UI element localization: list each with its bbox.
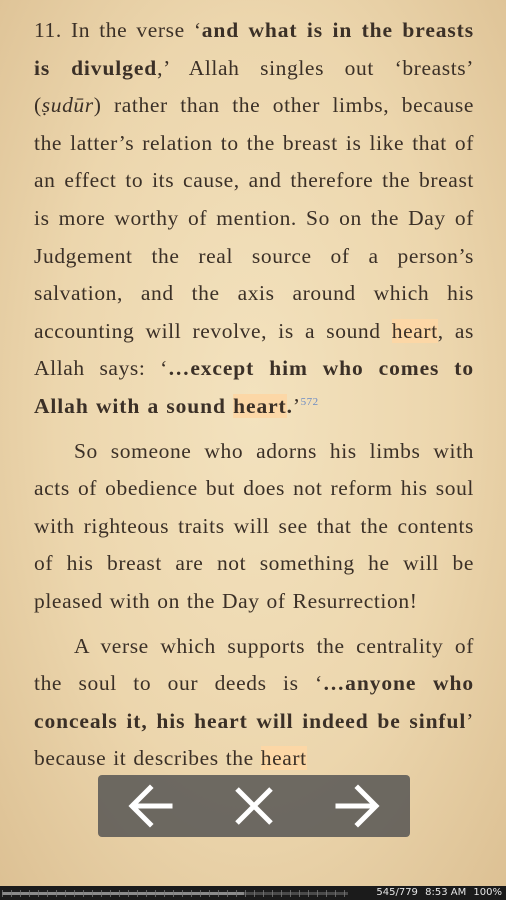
quoted-verse: . [286,393,293,418]
page-counter: 545/779 [376,887,418,898]
text-run: So someone who adorns his limbs with acts of obedience but does not reform his soul with righteous traits will see that the contents of his breast are not something he will be pleased with on the Day of Resurrection! [34,438,474,613]
page-navigation-overlay [98,775,410,837]
quoted-verse: …except him who comes to Allah with a sound [34,356,474,418]
footnote-reference[interactable]: 572 [300,395,319,408]
text-run: , as Allah says: ‘ [34,318,475,381]
text-run: ,’ Allah singles out ‘breasts’ ( [34,55,474,118]
next-page-button[interactable] [328,778,388,834]
arrow-left-icon [126,782,174,830]
text-run: A verse which supports the centrality of the soul to our deeds is ‘ [34,633,474,696]
paragraph [34,628,474,778]
previous-page-button[interactable] [120,778,180,834]
close-button[interactable] [224,778,284,834]
text-run: 11. In the verse ‘ [34,18,202,42]
highlighted-word[interactable]: heart [260,746,307,771]
quoted-verse: …anyone who conceals it, his heart will indeed be sinful [34,671,474,733]
close-icon [232,784,276,828]
highlighted-word[interactable]: heart [233,393,287,418]
battery-level: 100% [473,887,502,898]
text-run: ) rather than the other limbs, because the latter’s relation to the breast is like that of an effect to its cause, and therefore the breast is more worthy of mention. So on the Day of Judgement the real source of a person’s salvation, and the axis around which his accounting will revolve, is a sound [34,93,474,343]
paragraph [34,12,474,426]
status-bar [0,886,506,900]
paragraph [34,433,474,621]
text-run: ’ [292,393,301,418]
book-text [34,12,474,785]
transliteration: ṣudūr [41,93,94,118]
highlighted-word[interactable]: heart [391,318,438,343]
quoted-verse: and what is in the breasts is divulged [34,18,475,80]
text-run: ’ because it describes the [34,708,474,771]
chapter-tick-marks [2,890,348,897]
status-readout [372,886,502,900]
clock: 8:53 AM [425,887,467,898]
arrow-right-icon [334,782,382,830]
